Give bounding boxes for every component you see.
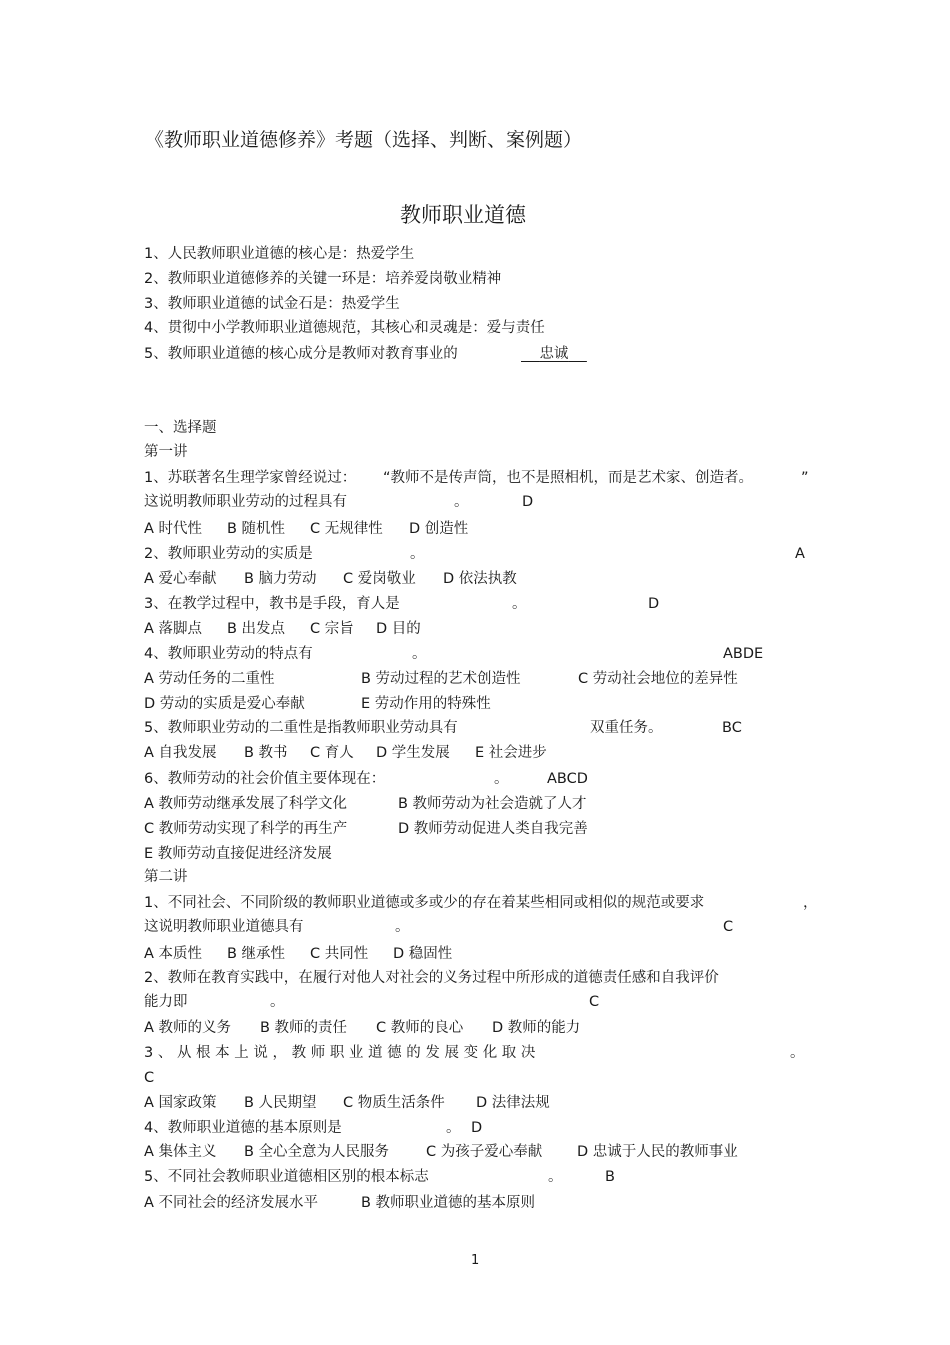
part-heading-choice: 一、选择题 bbox=[144, 420, 217, 436]
l1-q3-option-b: B 出发点 bbox=[227, 621, 286, 637]
l2-q4-option-c: C 为孩子爱心奉献 bbox=[426, 1144, 543, 1160]
l2-q1-option-a: A 本质性 bbox=[144, 946, 203, 962]
section-title: 教师职业道德 bbox=[400, 203, 526, 227]
l2-q1-option-b: B 继承性 bbox=[227, 946, 286, 962]
l2-q1-text-2: 这说明教师职业道德具有 bbox=[144, 919, 304, 935]
l1-q6-option-b: B 教师劳动为社会造就了人才 bbox=[398, 796, 587, 812]
l2-q2-period: 。 bbox=[270, 994, 285, 1010]
key-point-2: 2、教师职业道德修养的关键一环是：培养爱岗敬业精神 bbox=[144, 271, 502, 287]
l1-q5-option-b: B 教书 bbox=[244, 745, 288, 761]
l1-q5-text: 5、教师职业劳动的二重性是指教师职业劳动具有 bbox=[144, 720, 458, 736]
l1-q3-answer: D bbox=[648, 596, 660, 612]
l1-q2-option-c: C 爱岗敬业 bbox=[343, 571, 416, 587]
l2-q3-answer: C bbox=[144, 1070, 155, 1086]
l1-q1-option-c: C 无规律性 bbox=[310, 521, 383, 537]
l2-q5-option-b: B 教师职业道德的基本原则 bbox=[361, 1195, 536, 1211]
l1-q5-answer: BC bbox=[722, 720, 742, 736]
l1-q4-period: 。 bbox=[412, 646, 427, 662]
l2-q1-text: 1、不同社会、不同阶级的教师职业道德或多或少的存在着某些相同或相似的规范或要求 bbox=[144, 895, 705, 911]
l2-q2-option-b: B 教师的责任 bbox=[260, 1020, 348, 1036]
l2-q5-answer: B bbox=[605, 1169, 615, 1185]
l1-q6-period: 。 bbox=[494, 771, 509, 787]
l2-q1-option-c: C 共同性 bbox=[310, 946, 369, 962]
l2-q2-option-a: A 教师的义务 bbox=[144, 1020, 232, 1036]
key-point-1: 1、人民教师职业道德的核心是：热爱学生 bbox=[144, 246, 415, 262]
l2-q2-answer: C bbox=[589, 994, 600, 1010]
l2-q5-period: 。 bbox=[548, 1169, 563, 1185]
l1-q4-option-b: B 劳动过程的艺术创造性 bbox=[361, 671, 521, 687]
l1-q3-option-a: A 落脚点 bbox=[144, 621, 203, 637]
l1-q4-option-c: C 劳动社会地位的差异性 bbox=[578, 671, 738, 687]
document-title: 《教师职业道德修养》考题（选择、判断、案例题） bbox=[145, 129, 583, 151]
l1-q3-text: 3、在教学过程中，教书是手段，育人是 bbox=[144, 596, 400, 612]
l2-q3-option-b: B 人民期望 bbox=[244, 1095, 317, 1111]
l2-q4-option-b: B 全心全意为人民服务 bbox=[244, 1144, 390, 1160]
l1-q1-text: 1、苏联著名生理学家曾经说过： bbox=[144, 470, 357, 486]
l2-q3-option-d: D 法律法规 bbox=[476, 1095, 550, 1111]
l2-q2-option-c: C 教师的良心 bbox=[376, 1020, 464, 1036]
l2-q2-option-d: D 教师的能力 bbox=[492, 1020, 581, 1036]
l2-q3-option-a: A 国家政策 bbox=[144, 1095, 217, 1111]
l2-q4-option-a: A 集体主义 bbox=[144, 1144, 217, 1160]
l1-q6-option-e: E 教师劳动直接促进经济发展 bbox=[144, 846, 332, 862]
l2-q2-text-2: 能力即 bbox=[144, 994, 188, 1010]
l1-q6-option-c: C 教师劳动实现了科学的再生产 bbox=[144, 821, 348, 837]
l1-q6-option-a: A 教师劳动继承发展了科学文化 bbox=[144, 796, 348, 812]
l1-q1-text-2: 这说明教师职业劳动的过程具有 bbox=[144, 494, 347, 510]
l1-q3-period: 。 bbox=[512, 596, 527, 612]
l1-q4-answer: ABDE bbox=[723, 646, 764, 662]
l1-q4-text: 4、教师职业劳动的特点有 bbox=[144, 646, 313, 662]
l1-q2-option-a: A 爱心奉献 bbox=[144, 571, 217, 587]
l2-q2-text: 2、教师在教育实践中，在履行对他人对社会的义务过程中所形成的道德责任感和自我评价 bbox=[144, 970, 719, 986]
page-number: 1 bbox=[471, 1253, 480, 1268]
l1-q2-text: 2、教师职业劳动的实质是 bbox=[144, 546, 313, 562]
l1-q2-option-d: D 依法执教 bbox=[443, 571, 517, 587]
l2-q5-text: 5、不同社会教师职业道德相区别的根本标志 bbox=[144, 1169, 429, 1185]
l1-q4-option-d: D 劳动的实质是爱心奉献 bbox=[144, 696, 305, 712]
l1-q5-option-a: A 自我发展 bbox=[144, 745, 217, 761]
l2-q4-option-d: D 忠诚于人民的教师事业 bbox=[577, 1144, 738, 1160]
l1-q5-text-2: 双重任务。 bbox=[590, 720, 663, 736]
l2-q1-answer: C bbox=[723, 919, 734, 935]
l2-q3-text: 3 、 从 根 本 上 说 ， 教 师 职 业 道 德 的 发 展 变 化 取 决 bbox=[144, 1045, 536, 1061]
l1-q6-option-d: D 教师劳动促进人类自我完善 bbox=[398, 821, 588, 837]
l1-q1-option-b: B 随机性 bbox=[227, 521, 286, 537]
l2-q4-answer: D bbox=[471, 1120, 483, 1136]
l2-q1-option-d: D 稳固性 bbox=[393, 946, 453, 962]
l1-q1-quote-end: ” bbox=[801, 470, 809, 486]
l1-q5-option-e: E 社会进步 bbox=[475, 745, 547, 761]
key-point-5: 5、教师职业道德的核心成分是教师对教育事业的 bbox=[144, 346, 458, 362]
l1-q3-option-d: D 目的 bbox=[376, 621, 421, 637]
l1-q1-answer: D bbox=[522, 494, 534, 510]
key-point-4: 4、贯彻中小学教师职业道德规范，其核心和灵魂是：爱与责任 bbox=[144, 320, 545, 336]
l2-q4-period: 。 bbox=[446, 1120, 461, 1136]
l1-q2-period: 。 bbox=[410, 546, 425, 562]
lecture-heading-2: 第二讲 bbox=[144, 869, 188, 885]
l1-q4-option-e: E 劳动作用的特殊性 bbox=[361, 696, 491, 712]
l1-q1-option-d: D 创造性 bbox=[409, 521, 469, 537]
l1-q6-answer: ABCD bbox=[547, 771, 588, 787]
l2-q3-option-c: C 物质生活条件 bbox=[343, 1095, 445, 1111]
l1-q2-answer: A bbox=[795, 546, 805, 562]
key-point-3: 3、教师职业道德的试金石是：热爱学生 bbox=[144, 296, 400, 312]
l2-q1-comma: ， bbox=[803, 895, 818, 911]
l2-q4-text: 4、教师职业道德的基本原则是 bbox=[144, 1120, 342, 1136]
l1-q1-option-a: A 时代性 bbox=[144, 521, 203, 537]
l1-q6-text: 6、教师劳动的社会价值主要体现在： bbox=[144, 771, 386, 787]
l1-q5-option-d: D 学生发展 bbox=[376, 745, 450, 761]
key-point-5-answer: 忠诚 bbox=[539, 346, 569, 362]
l2-q1-period: 。 bbox=[395, 919, 410, 935]
l1-q2-option-b: B 脑力劳动 bbox=[244, 571, 317, 587]
l1-q4-option-a: A 劳动任务的二重性 bbox=[144, 671, 275, 687]
l1-q1-quote: “教师不是传声筒，也不是照相机，而是艺术家、创造者。 bbox=[383, 470, 754, 486]
l1-q5-option-c: C 育人 bbox=[310, 745, 354, 761]
l2-q5-option-a: A 不同社会的经济发展水平 bbox=[144, 1195, 319, 1211]
lecture-heading-1: 第一讲 bbox=[144, 444, 188, 460]
l1-q3-option-c: C 宗旨 bbox=[310, 621, 354, 637]
l1-q1-period: 。 bbox=[454, 494, 469, 510]
l2-q3-period: 。 bbox=[790, 1045, 805, 1061]
